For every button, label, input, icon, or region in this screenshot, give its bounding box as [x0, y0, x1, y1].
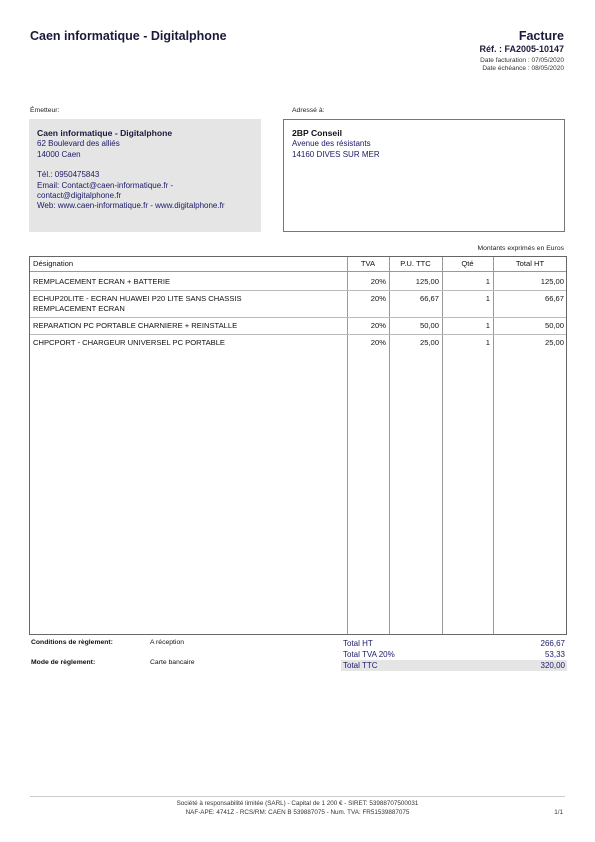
row-total-ht: 50,00: [544, 321, 564, 330]
column-divider: [493, 257, 494, 634]
footer-divider: [30, 796, 565, 797]
row-tva: 20%: [370, 338, 386, 347]
total-tva-value: 53,33: [544, 650, 565, 659]
issuer-email-line2: contact@digitalphone.fr: [37, 191, 122, 201]
payment-conditions-label: Conditions de règlement:: [31, 639, 113, 646]
row-separator: [30, 334, 566, 335]
issuer-name: Caen informatique - Digitalphone: [37, 128, 173, 138]
row-total-ht: 66,67: [544, 294, 564, 303]
row-designation-line2: REMPLACEMENT ECRAN: [33, 304, 125, 313]
row-total-ht: 25,00: [544, 338, 564, 347]
row-quantity: 1: [485, 321, 490, 330]
total-ht-value: 266,67: [540, 639, 565, 648]
header-total-ht: Total HT: [515, 259, 545, 268]
row-designation: REPARATION PC PORTABLE CHARNIERE + REINSTALLE: [33, 321, 238, 330]
issuer-web: Web: www.caen-informatique.fr - www.digitalphone.fr: [37, 201, 225, 211]
header-quantity: Qté: [461, 259, 474, 268]
recipient-address-line2: 14160 DIVES SUR MER: [292, 149, 380, 159]
footer-legal-line2: NAF-APE: 4741Z - RCS/RM: CAEN B 539887075 - Num. TVA: FR51539887075: [185, 809, 410, 816]
row-quantity: 1: [485, 338, 490, 347]
row-separator: [30, 317, 566, 318]
table-header-row: [30, 257, 566, 272]
total-ht-row: [341, 638, 567, 649]
issuer-label: Émetteur:: [30, 107, 60, 114]
row-quantity: 1: [485, 294, 490, 303]
total-ht-label: Total HT: [343, 639, 373, 648]
column-divider: [347, 257, 348, 634]
recipient-name: 2BP Conseil: [292, 128, 342, 138]
company-title: Caen informatique - Digitalphone: [30, 29, 227, 43]
row-tva: 20%: [370, 321, 386, 330]
recipient-label: Adressé à:: [292, 107, 325, 114]
total-tva-row: [341, 649, 567, 660]
header-tva: TVA: [360, 259, 376, 268]
row-designation: CHPCPORT - CHARGEUR UNIVERSEL PC PORTABLE: [33, 338, 225, 347]
payment-mode-label: Mode de règlement:: [31, 659, 96, 666]
row-tva: 20%: [370, 277, 386, 286]
row-designation: ECHUP20LITE - ECRAN HUAWEI P20 LITE SANS CHASSIS: [33, 294, 242, 303]
footer-legal-line1: Société à responsabilité limitée (SARL) - Capital de 1 200 € - SIRET: 53988707500031: [176, 800, 419, 807]
recipient-box: [283, 119, 565, 232]
total-ttc-value: 320,00: [540, 661, 565, 670]
invoice-reference: Réf. : FA2005-10147: [479, 44, 564, 54]
row-unit-price: 25,00: [419, 338, 439, 347]
row-separator: [30, 290, 566, 291]
row-unit-price: 66,67: [419, 294, 439, 303]
total-ttc-label: Total TTC: [343, 661, 378, 670]
issuer-email-line1: Email: Contact@caen-informatique.fr -: [37, 180, 174, 190]
row-unit-price: 50,00: [419, 321, 439, 330]
amounts-currency-note: Montants exprimés en Euros: [477, 245, 564, 252]
header-unit-price: P.U. TTC: [400, 259, 431, 268]
due-date: Date échéance : 08/05/2020: [482, 65, 564, 72]
header-designation: Désignation: [33, 259, 74, 268]
issuer-address-line1: 62 Boulevard des alliés: [37, 139, 120, 149]
invoice-date: Date facturation : 07/05/2020: [480, 57, 564, 64]
issuer-phone: Tél.: 0950475843: [37, 170, 100, 180]
issuer-box: [29, 119, 261, 232]
payment-mode-value: Carte bancaire: [150, 659, 195, 666]
column-divider: [442, 257, 443, 634]
total-ttc-row: [341, 660, 567, 671]
row-unit-price: 125,00: [415, 277, 439, 286]
column-divider: [389, 257, 390, 634]
row-total-ht: 125,00: [540, 277, 564, 286]
document-type: Facture: [518, 29, 564, 43]
page-number: 1/1: [554, 809, 563, 816]
recipient-address-line1: Avenue des résistants: [292, 139, 371, 149]
total-tva-label: Total TVA 20%: [343, 650, 395, 659]
row-tva: 20%: [370, 294, 386, 303]
items-table: [29, 256, 567, 635]
row-quantity: 1: [485, 277, 490, 286]
row-designation: REMPLACEMENT ECRAN + BATTERIE: [33, 277, 171, 286]
payment-conditions-value: A réception: [150, 639, 185, 646]
totals-block: [341, 638, 567, 671]
issuer-address-line2: 14000 Caen: [37, 149, 81, 159]
